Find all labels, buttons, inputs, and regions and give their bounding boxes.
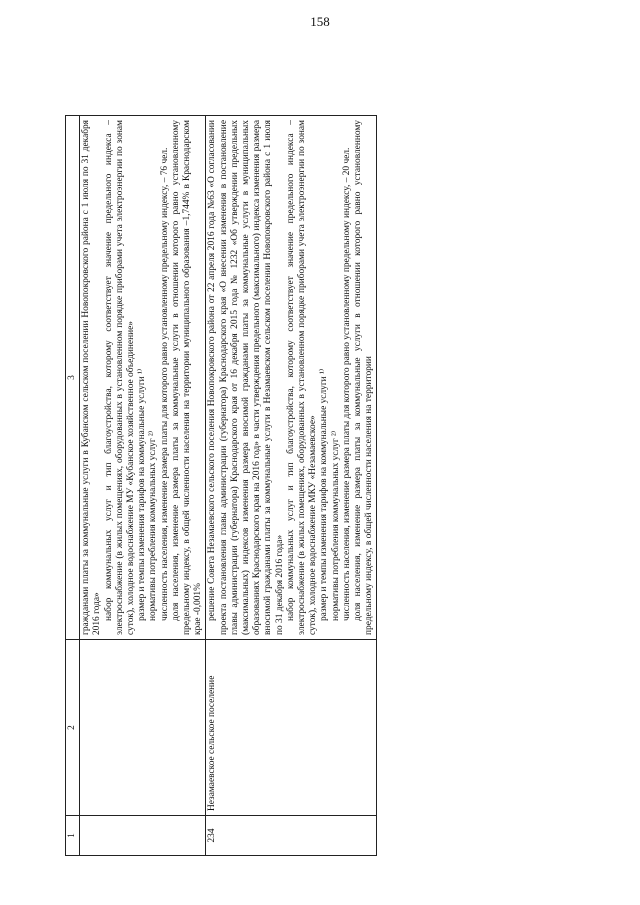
continuation-line: нормативы потребления коммунальных услуг ²⁾ xyxy=(148,430,159,621)
continuation-line: набор коммунальных услуг и тип благоустройства, которому соответствует значение предельного индекса – электроснабжение (в жилых помещениях, оборудованных в установленном порядке приборами учета электроэнергии по зонам суток), холодное водоснабжение МУ «Кубанское хозяйственное объединение» xyxy=(103,120,137,635)
continuation-line: численность населения, изменение размера платы для которого равно установленному предельному индексу, – 76 чел. xyxy=(159,147,170,621)
continuation-line: размер и темпы изменения тарифов на коммунальные услуги ¹⁾ xyxy=(137,368,148,621)
rotated-table-wrapper xyxy=(65,116,575,856)
continuation-row xyxy=(80,116,206,856)
header-col-3: 3 xyxy=(66,116,80,640)
row-line: размер и темпы изменения тарифов на коммунальные услуги ¹⁾ xyxy=(319,368,330,621)
settlement-name: Незамаевское сельское поселение xyxy=(206,640,377,816)
header-row xyxy=(66,116,80,856)
tariff-index-table xyxy=(65,115,377,856)
continuation-num-cell xyxy=(80,816,206,856)
header-col-2: 2 xyxy=(66,640,80,816)
row-line: нормативы потребления коммунальных услуг ²⁾ xyxy=(330,430,341,621)
row-number: 234 xyxy=(206,816,377,856)
page-number: 158 xyxy=(310,14,330,29)
continuation-name-cell xyxy=(80,640,206,816)
continuation-text-cell xyxy=(80,116,206,640)
header-col-1: 1 xyxy=(66,816,80,856)
row-line: численность населения, изменение размера платы для которого равно установленному предельному индексу, – 20 чел. xyxy=(341,147,352,621)
row-text-cell xyxy=(206,116,377,640)
continuation-line: гражданами платы за коммунальные услуги в Кубанском сельском поселении Новопокровского района с 1 июля по 31 декабря 2016 года» xyxy=(81,120,103,635)
table-row xyxy=(206,116,377,856)
continuation-line: доля населения, изменение размера платы за коммунальные услуги в отношении которого равно установленному предельному индексу, в общей численности населения на территории муниципального образования –1,744% в Краснодарском крае -0,001% xyxy=(170,120,204,635)
row-line: решение Совета Незамаевского сельского поселения Новопокровского района от 22 апреля 2016 года №63 «О согласовании проекта постановления главы администрации (губернатора) Краснодарского края «О внесении изменения в постановление главы администрации (губернатора) Краснодарского края от 16 декабря 2015 года № 1232 «Об утверждении предельных (максимальных) индексов изменения размера вносимой гражданами платы за коммунальные услуги в муниципальных образованиях Краснодарского края на 2016 год» в части утверждения предельного (максимального) индекса изменения размера вносимой гражданами платы за коммунальные услуги в Незамаевском сельском поселении Новопокровского района с 1 июля по 31 декабря 2016 года» xyxy=(207,120,285,635)
row-line: набор коммунальных услуг и тип благоустройства, которому соответствует значение предельного индекса – электроснабжение (в жилых помещениях, оборудованных в установленном порядке приборами учета электроэнергии по зонам суток), холодное водоснабжение МКУ «Незамаевское» xyxy=(285,120,319,635)
row-line: доля населения, изменение размера платы за коммунальные услуги в отношении которого равно установленному предельному индексу, в общей численности населения на территории xyxy=(353,120,375,635)
